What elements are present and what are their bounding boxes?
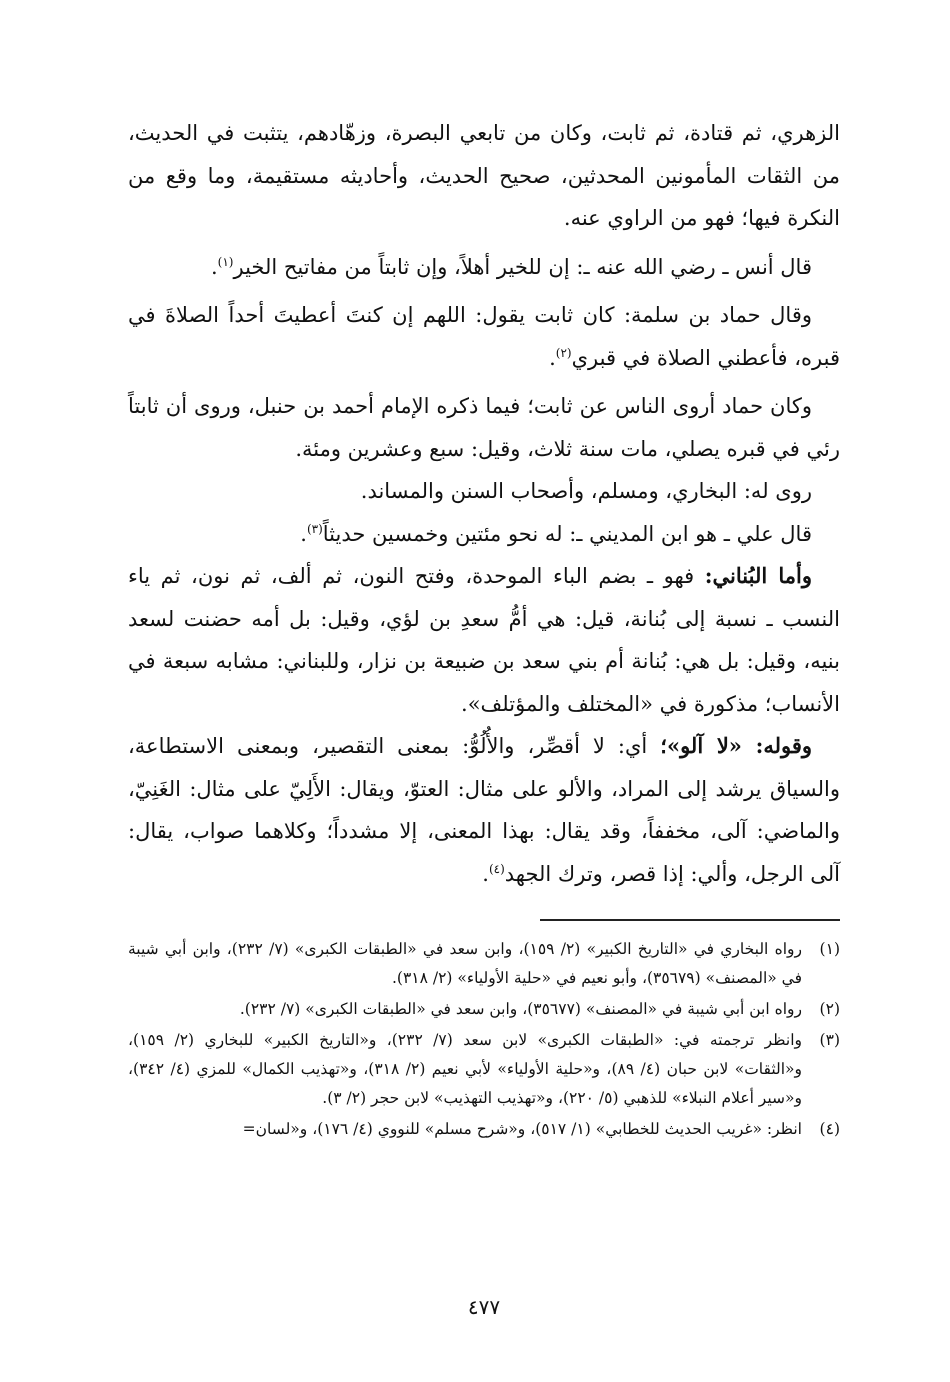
footnote-text: انظر: «غريب الحديث للخطابي» (١/ ٥١٧)، و«شرح مسلم» للنووي (٤/ ١٧٦)، و«لسان= [242, 1120, 802, 1138]
paragraph-5 [128, 470, 840, 513]
main-text [128, 112, 840, 895]
footnote-ref: (٣) [306, 521, 323, 536]
paragraph-1 [128, 112, 840, 240]
paragraph-lead: وقوله: «لا آلو»؛ [660, 733, 813, 758]
footnote-text: رواه ابن أبي شيبة في «المصنف» (٣٥٦٧٧)، وابن سعد في «الطبقات الكبرى» (٧/ ٢٣٢). [239, 1000, 802, 1018]
paragraph-3 [128, 294, 840, 379]
punctuation: . [549, 345, 556, 370]
paragraph-text: أي: لا أقصِّر، والأُلُوُّ: بمعنى التقصير، وبمعنى الاستطاعة، والسياق يرشد إلى المراد، والألو على مثال: العتوّ، ويقال: الأَلِيّ على مثال: الغَنِيّ، والماضي: آلى، مخففاً، وقد يقال: بهذا المعنى، إلا مشدداً؛ وكلاهما صواب، يقال: آلى الرجل، وألي: إذا قصر، وترك الجهد [128, 734, 840, 886]
paragraph-text: الزهري، ثم قتادة، ثم ثابت، وكان من تابعي البصرة، وزهّادهم، يتثبت في الحديث، من الثقات المأمونين المحدثين، صحيح الحديث، وأحاديثه مستقيمة، وما وقع من النكرة فيها؛ فهو من الراوي عنه. [128, 121, 840, 230]
paragraph-4 [128, 385, 840, 470]
footnote [128, 995, 840, 1024]
footnote [128, 1115, 840, 1144]
paragraph-text: وكان حماد أروى الناس عن ثابت؛ فيما ذكره الإمام أحمد بن حنبل، وروى أن ثابتاً رئي في قبره يصلي، مات سنة ثلاث، وقيل: سبع وعشرين ومئة. [128, 394, 840, 461]
footnote-number: (٤) [819, 1120, 840, 1138]
footnotes [128, 935, 840, 1144]
punctuation: . [210, 254, 218, 279]
paragraph-text: قال علي ـ هو ابن المديني ـ: له نحو مئتين وخمسين حديثاً [322, 521, 812, 546]
footnote-separator [540, 919, 840, 921]
paragraph-text: وقال حماد بن سلمة: كان ثابت يقول: اللهم إن كنتَ أعطيتَ أحداً الصلاةَ في قبره، فأعطني الصلاة في قبري [128, 303, 840, 370]
footnote-number: (٣) [819, 1031, 840, 1049]
footnote [128, 1026, 840, 1113]
footnote-text: رواه البخاري في «التاريخ الكبير» (٢/ ١٥٩)، وابن سعد في «الطبقات الكبرى» (٧/ ٢٣٢)، وابن أبي شيبة في «المصنف» (٣٥٦٧٩)، وأبو نعيم في «حلية الأولياء» (٢/ ٣١٨). [128, 940, 802, 987]
footnote-number: (١) [819, 940, 840, 958]
paragraph-lead: وأما البُناني: [704, 563, 813, 588]
paragraph-7 [128, 555, 840, 725]
footnote-ref: (١) [217, 254, 234, 269]
paragraph-text: فهو ـ بضم الباء الموحدة، وفتح النون، ثم ألف، ثم نون، ثم ياء النسب ـ نسبة إلى بُنانة، قيل: هي أمُّ سعدِ بن لؤي، وقيل: بل أمه حضنت لسعد بنيه، وقيل: بل هي: بُنانة أم بني سعد بن ضبيعة بن نزار، وللبناني: مشابه سبعة في الأنساب؛ مذكورة في «المختلف والمؤتلف». [128, 564, 840, 716]
footnote-ref: (٤) [488, 861, 505, 876]
footnote-text: وانظر ترجمته في: «الطبقات الكبرى» لابن سعد (٧/ ٢٣٢)، و«التاريخ الكبير» للبخاري (٢/ ١٥٩)، و«الثقات» لابن حبان (٤/ ٨٩)، و«حلية الأولياء» لأبي نعيم (٢/ ٣١٨)، و«تهذيب الكمال» للمزي (٤/ ٣٤٢)، و«سير أعلام النبلاء» للذهبي (٥/ ٢٢٠)، و«تهذيب التهذيب» لابن حجر (٢/ ٣). [128, 1031, 803, 1107]
paragraph-2 [128, 246, 840, 289]
footnote [128, 935, 840, 993]
paragraph-text: قال أنس ـ رضي الله عنه ـ: إن للخير أهلاً، وإن ثابتاً من مفاتيح الخير [233, 254, 812, 279]
paragraph-text: روى له: البخاري، ومسلم، وأصحاب السنن والمساند. [360, 479, 812, 503]
paragraph-8 [128, 725, 840, 895]
punctuation: . [300, 521, 307, 546]
punctuation: . [482, 861, 489, 886]
book-page [128, 112, 840, 1342]
paragraph-6 [128, 513, 840, 556]
footnote-number: (٢) [819, 1000, 840, 1018]
footnote-ref: (٢) [555, 345, 572, 360]
page-number: ٤٧٧ [467, 1295, 501, 1319]
